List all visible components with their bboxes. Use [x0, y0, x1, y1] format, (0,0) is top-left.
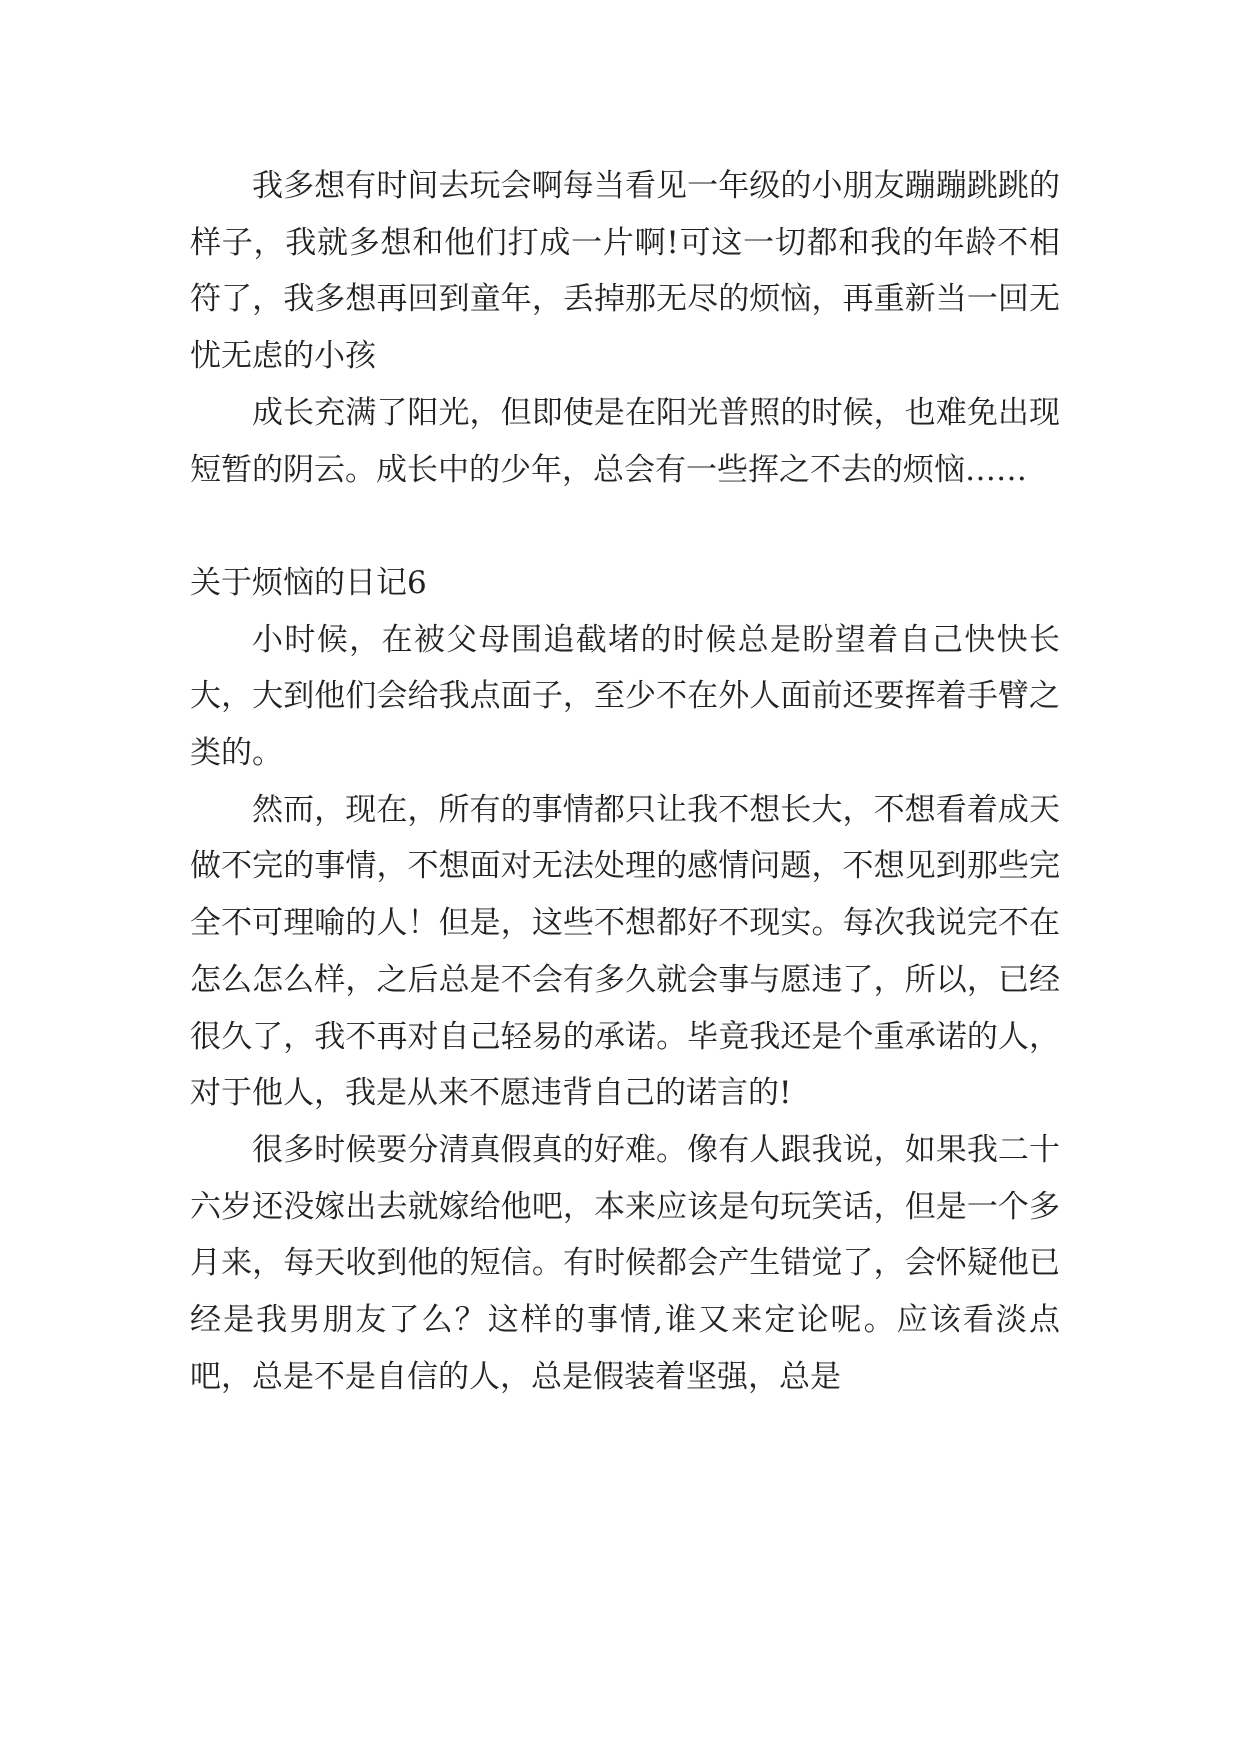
section-spacer: [190, 498, 1060, 555]
paragraph-growing-up: 成长充满了阳光，但即使是在阳光普照的时候，也难免出现短暂的阴云。成长中的少年，总会有一些挥之不去的烦恼……: [190, 394, 1060, 488]
document-page: [190, 158, 1060, 1405]
section-title: 关于烦恼的日记6: [190, 564, 427, 601]
paragraph-truth: 很多时候要分清真假真的好难。像有人跟我说，如果我二十六岁还没嫁出去就嫁给他吧，本来应该是句玩笑话，但是一个多月来，每天收到他的短信。有时候都会产生错觉了，会怀疑他已经是我男朋友了么？这样的事情,谁又来定论呢。应该看淡点吧，总是不是自信的人，总是假装着坚强，总是: [190, 1131, 1060, 1395]
paragraph-childhood: 小时候，在被父母围追截堵的时候总是盼望着自己快快长大，大到他们会给我点面子，至少不在外人面前还要挥着手臂之类的。: [190, 621, 1060, 772]
paragraph-now: 然而，现在，所有的事情都只让我不想长大，不想看着成天做不完的事情，不想面对无法处理的感情问题，不想见到那些完全不可理喻的人！但是，这些不想都好不现实。每次我说完不在怎么怎么样，之后总是不会有多久就会事与愿违了，所以，已经很久了，我不再对自己轻易的承诺。毕竟我还是个重承诺的人，对于他人，我是从来不愿违背自己的诺言的!: [190, 791, 1060, 1112]
paragraph-childhood-wish: 我多想有时间去玩会啊每当看见一年级的小朋友蹦蹦跳跳的样子，我就多想和他们打成一片啊!可这一切都和我的年龄不相符了，我多想再回到童年，丢掉那无尽的烦恼，再重新当一回无忧无虑的小孩: [190, 168, 1060, 375]
